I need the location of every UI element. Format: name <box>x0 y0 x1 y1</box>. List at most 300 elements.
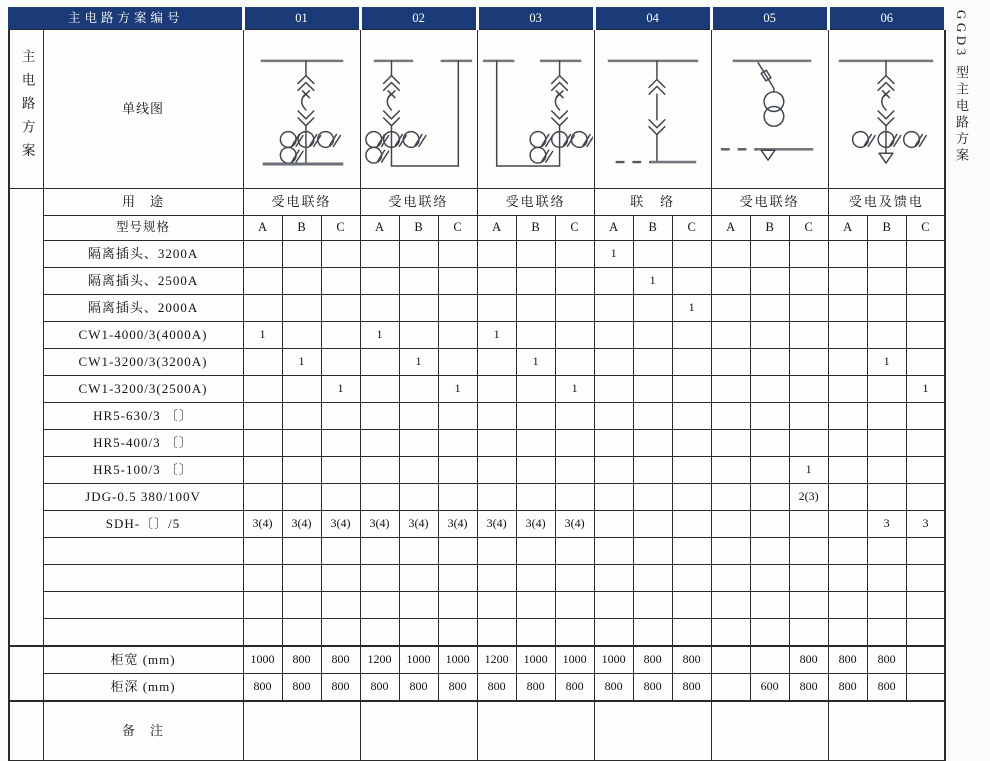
spec-cell <box>750 511 789 538</box>
component-row-label: CW1-3200/3(3200A) <box>43 349 243 376</box>
spec-cell: 1 <box>477 322 516 349</box>
spec-cell <box>867 619 906 647</box>
spec-cell <box>867 538 906 565</box>
depth-cell: 800 <box>321 674 360 702</box>
left-spacer-cell-3 <box>9 701 43 761</box>
spec-cell <box>477 457 516 484</box>
spec-cell <box>906 565 945 592</box>
spec-cell <box>360 241 399 268</box>
width-cell: 800 <box>867 646 906 674</box>
drawout-contact-icon <box>551 76 567 91</box>
spec-cell <box>867 592 906 619</box>
current-transformer-icon <box>530 132 553 148</box>
spec-cell <box>321 403 360 430</box>
drawout-contact-icon <box>298 111 314 126</box>
depth-cell: 800 <box>828 674 867 702</box>
current-transformer-icon <box>571 132 593 148</box>
depth-cell <box>711 674 750 702</box>
spec-cell: 1 <box>360 322 399 349</box>
spec-cell <box>711 484 750 511</box>
spec-cell <box>399 430 438 457</box>
spec-cell <box>399 322 438 349</box>
spec-cell <box>672 619 711 647</box>
spec-cell <box>672 538 711 565</box>
spec-cell <box>477 484 516 511</box>
spec-cell <box>360 403 399 430</box>
depth-cell: 800 <box>633 674 672 702</box>
spec-col-header: B <box>867 216 906 241</box>
spec-cell <box>633 241 672 268</box>
remark-row-label: 备 注 <box>43 701 243 761</box>
depth-cell: 800 <box>243 674 282 702</box>
spec-col-header: A <box>828 216 867 241</box>
component-row <box>9 268 945 295</box>
width-cell: 800 <box>789 646 828 674</box>
spec-cell <box>906 457 945 484</box>
spec-cell <box>321 619 360 647</box>
empty-row-label <box>43 592 243 619</box>
spec-cell <box>828 430 867 457</box>
spec-cell <box>750 268 789 295</box>
spec-cell <box>399 565 438 592</box>
spec-cell: 1 <box>243 322 282 349</box>
spec-cell <box>906 484 945 511</box>
current-transformer-icon <box>280 147 303 163</box>
single-line-diagram-01 <box>243 30 360 189</box>
single-line-diagram-03 <box>477 30 594 189</box>
diagram-row <box>9 30 945 189</box>
depth-cell: 800 <box>282 674 321 702</box>
spec-cell <box>399 268 438 295</box>
spec-cell <box>516 565 555 592</box>
spec-cell <box>672 592 711 619</box>
width-cell: 800 <box>828 646 867 674</box>
usage-value-01: 受电联络 <box>243 189 360 216</box>
spec-cell <box>633 403 672 430</box>
empty-row-label <box>43 538 243 565</box>
spec-cell <box>750 322 789 349</box>
spec-col-header: B <box>633 216 672 241</box>
spec-cell <box>360 376 399 403</box>
current-transformer-icon <box>403 132 426 148</box>
spec-col-header: A <box>360 216 399 241</box>
usage-value-06: 受电及馈电 <box>828 189 945 216</box>
spec-cell <box>594 403 633 430</box>
transformer-icon <box>764 92 784 126</box>
spec-cell <box>594 322 633 349</box>
spec-cell <box>867 241 906 268</box>
spec-cell: 3(4) <box>360 511 399 538</box>
spec-cell <box>828 295 867 322</box>
spec-cell <box>711 376 750 403</box>
spec-cell: 1 <box>282 349 321 376</box>
spec-cell <box>438 457 477 484</box>
spec-cell: 3(4) <box>282 511 321 538</box>
spec-cell <box>594 430 633 457</box>
spec-cell: 1 <box>516 349 555 376</box>
spec-cell <box>282 457 321 484</box>
spec-cell <box>633 484 672 511</box>
spec-cell <box>243 349 282 376</box>
spec-cell <box>633 592 672 619</box>
spec-cell <box>867 430 906 457</box>
spec-cell <box>828 538 867 565</box>
spec-cell: 3(4) <box>555 511 594 538</box>
spec-cell <box>282 592 321 619</box>
spec-cell <box>438 592 477 619</box>
usage-row-label: 用 途 <box>43 189 243 216</box>
remark-cell-01 <box>243 701 360 761</box>
depth-cell <box>906 674 945 702</box>
spec-cell <box>672 403 711 430</box>
spec-cell <box>438 484 477 511</box>
spec-col-header: C <box>438 216 477 241</box>
spec-cell <box>555 538 594 565</box>
drawout-contact-icon <box>383 111 399 126</box>
width-row-label: 柜宽 (mm) <box>43 646 243 674</box>
spec-cell <box>867 268 906 295</box>
spec-cell <box>750 592 789 619</box>
spec-cell <box>438 430 477 457</box>
spec-cell <box>516 322 555 349</box>
single-line-diagram-05 <box>711 30 828 189</box>
spec-cell <box>477 349 516 376</box>
spec-cell <box>789 565 828 592</box>
spec-cell <box>828 592 867 619</box>
spec-cell <box>555 403 594 430</box>
spec-col-header: C <box>789 216 828 241</box>
spec-cell <box>828 322 867 349</box>
spec-cell <box>672 322 711 349</box>
spec-cell <box>633 457 672 484</box>
spec-col-header: C <box>906 216 945 241</box>
spec-cell <box>711 268 750 295</box>
spec-cell <box>750 484 789 511</box>
component-row <box>9 322 945 349</box>
spec-cell <box>438 322 477 349</box>
remark-cell-02 <box>360 701 477 761</box>
spec-cell <box>438 349 477 376</box>
spec-cell <box>594 619 633 647</box>
spec-cell <box>750 349 789 376</box>
usage-value-02: 受电联络 <box>360 189 477 216</box>
width-cell: 1200 <box>477 646 516 674</box>
spec-cell: 1 <box>399 349 438 376</box>
depth-cell: 800 <box>516 674 555 702</box>
header-row <box>9 8 945 30</box>
spec-cell <box>243 430 282 457</box>
spec-cell <box>906 295 945 322</box>
diagram-row-label: 单线图 <box>43 30 243 189</box>
spec-cell <box>594 484 633 511</box>
remark-cell-06 <box>828 701 945 761</box>
spec-cell <box>477 295 516 322</box>
spec-cell <box>828 376 867 403</box>
current-transformer-icon <box>879 132 902 148</box>
drawout-contact-icon <box>879 111 895 126</box>
spec-cell <box>594 511 633 538</box>
spec-cell <box>516 376 555 403</box>
spec-cell <box>321 592 360 619</box>
spec-cell <box>282 241 321 268</box>
spec-cell <box>243 484 282 511</box>
spec-cell <box>321 268 360 295</box>
depth-cell: 800 <box>789 674 828 702</box>
spec-col-header: A <box>711 216 750 241</box>
spec-cell <box>711 430 750 457</box>
main-table <box>8 7 947 761</box>
width-cell: 1000 <box>243 646 282 674</box>
current-transformer-icon <box>904 132 927 148</box>
width-row <box>9 646 945 674</box>
spec-cell <box>477 538 516 565</box>
component-row <box>9 457 945 484</box>
spec-cell <box>282 376 321 403</box>
spec-col-header: B <box>516 216 555 241</box>
component-row <box>9 295 945 322</box>
spec-cell <box>555 619 594 647</box>
spec-cell <box>321 295 360 322</box>
spec-cell <box>711 241 750 268</box>
spec-cell <box>438 565 477 592</box>
spec-cell <box>789 619 828 647</box>
spec-cell <box>594 376 633 403</box>
spec-cell <box>477 403 516 430</box>
spec-cell <box>360 565 399 592</box>
spec-cell <box>399 484 438 511</box>
spec-cell <box>789 403 828 430</box>
component-row <box>9 241 945 268</box>
spec-cell <box>321 349 360 376</box>
spec-cell <box>828 268 867 295</box>
usage-value-05: 受电联络 <box>711 189 828 216</box>
spec-cell <box>360 592 399 619</box>
spec-cell: 1 <box>555 376 594 403</box>
spec-cell <box>906 322 945 349</box>
component-row-label: SDH-〔〕/5 <box>43 511 243 538</box>
spec-cell <box>477 565 516 592</box>
spec-cell <box>321 538 360 565</box>
depth-cell: 800 <box>867 674 906 702</box>
component-row-label: HR5-400/3 〔〕 <box>43 430 243 457</box>
spec-cell <box>672 349 711 376</box>
spec-cell <box>243 457 282 484</box>
spec-cell <box>477 376 516 403</box>
width-cell <box>711 646 750 674</box>
spec-cell <box>711 592 750 619</box>
spec-cell <box>594 268 633 295</box>
component-row-label: HR5-630/3 〔〕 <box>43 403 243 430</box>
spec-cell <box>243 538 282 565</box>
remark-cell-03 <box>477 701 594 761</box>
spec-cell <box>906 403 945 430</box>
spec-cell <box>594 565 633 592</box>
spec-cell <box>750 430 789 457</box>
drawout-contact-icon <box>383 76 399 91</box>
spec-cell <box>672 376 711 403</box>
current-transformer-icon <box>365 147 388 163</box>
spec-cell <box>477 430 516 457</box>
spec-cell: 3(4) <box>399 511 438 538</box>
spec-cell <box>828 403 867 430</box>
spec-cell <box>321 484 360 511</box>
spec-cell <box>672 511 711 538</box>
spec-cell <box>555 295 594 322</box>
empty-row-label <box>43 619 243 647</box>
spec-cell <box>633 295 672 322</box>
spec-header-label: 型号规格 <box>43 216 243 241</box>
spec-cell: 3 <box>906 511 945 538</box>
usage-value-04: 联 络 <box>594 189 711 216</box>
spec-cell <box>594 295 633 322</box>
spec-cell <box>399 538 438 565</box>
spec-cell <box>555 349 594 376</box>
spec-cell <box>633 565 672 592</box>
empty-row <box>9 565 945 592</box>
spec-cell: 1 <box>867 349 906 376</box>
depth-row <box>9 674 945 702</box>
spec-cell <box>282 619 321 647</box>
circuit-breaker-icon <box>882 91 890 110</box>
spec-cell <box>321 457 360 484</box>
current-transformer-icon <box>853 132 876 148</box>
width-cell: 800 <box>672 646 711 674</box>
spec-cell <box>516 403 555 430</box>
drawout-contact-icon <box>298 76 314 91</box>
component-row <box>9 349 945 376</box>
width-cell: 1000 <box>438 646 477 674</box>
spec-cell <box>672 484 711 511</box>
spec-cell <box>555 565 594 592</box>
spec-cell <box>672 241 711 268</box>
spec-cell <box>867 295 906 322</box>
spec-cell <box>360 295 399 322</box>
component-row-label: CW1-3200/3(2500A) <box>43 376 243 403</box>
circuit-breaker-icon <box>387 91 395 110</box>
spec-cell <box>243 403 282 430</box>
spec-cell <box>243 376 282 403</box>
width-cell: 800 <box>321 646 360 674</box>
spec-cell: 3(4) <box>438 511 477 538</box>
spec-cell <box>789 295 828 322</box>
spec-cell <box>906 538 945 565</box>
spec-cell <box>399 403 438 430</box>
spec-col-header: C <box>672 216 711 241</box>
spec-cell <box>555 241 594 268</box>
component-row <box>9 511 945 538</box>
spec-cell <box>516 295 555 322</box>
spec-cell <box>633 322 672 349</box>
spec-cell <box>399 457 438 484</box>
left-spacer-cell <box>9 189 43 647</box>
spec-cell: 3 <box>867 511 906 538</box>
spec-cell <box>789 511 828 538</box>
spec-cell <box>516 457 555 484</box>
spec-cell <box>438 538 477 565</box>
left-section-cell <box>9 30 43 189</box>
spec-cell <box>282 403 321 430</box>
drawout-contact-icon <box>879 76 895 91</box>
spec-cell <box>867 484 906 511</box>
spec-cell <box>321 430 360 457</box>
spec-cell <box>594 592 633 619</box>
spec-cell <box>360 619 399 647</box>
spec-cell <box>555 268 594 295</box>
spec-cell <box>906 268 945 295</box>
spec-cell <box>243 565 282 592</box>
drawout-contact-icon <box>649 120 665 135</box>
spec-cell <box>438 619 477 647</box>
spec-cell <box>789 322 828 349</box>
usage-value-03: 受电联络 <box>477 189 594 216</box>
spec-cell <box>438 241 477 268</box>
spec-cell <box>399 619 438 647</box>
component-row-label: 隔离插头、2500A <box>43 268 243 295</box>
depth-row-label: 柜深 (mm) <box>43 674 243 702</box>
depth-cell: 600 <box>750 674 789 702</box>
spec-cell <box>282 565 321 592</box>
spec-cell <box>906 430 945 457</box>
ground-icon <box>761 150 775 160</box>
spec-cell <box>360 457 399 484</box>
spec-cell <box>867 322 906 349</box>
scheme-number-04: 04 <box>594 8 711 30</box>
spec-cell <box>243 241 282 268</box>
spec-cell <box>750 403 789 430</box>
spec-cell <box>828 457 867 484</box>
spec-cell <box>243 268 282 295</box>
spec-cell <box>750 376 789 403</box>
single-line-diagram-04 <box>594 30 711 189</box>
spec-cell <box>633 349 672 376</box>
width-cell: 1000 <box>555 646 594 674</box>
depth-cell: 800 <box>360 674 399 702</box>
spec-cell <box>360 538 399 565</box>
spec-cell <box>243 619 282 647</box>
spec-cell <box>672 565 711 592</box>
width-cell: 1000 <box>399 646 438 674</box>
spec-col-header: A <box>477 216 516 241</box>
spec-cell <box>789 241 828 268</box>
empty-row <box>9 619 945 647</box>
spec-cell <box>555 322 594 349</box>
component-row-label: CW1-4000/3(4000A) <box>43 322 243 349</box>
component-row <box>9 403 945 430</box>
component-row <box>9 430 945 457</box>
spec-cell <box>750 295 789 322</box>
scheme-number-06: 06 <box>828 8 945 30</box>
spec-col-header: C <box>321 216 360 241</box>
spec-cell <box>633 511 672 538</box>
spec-col-header: A <box>594 216 633 241</box>
scheme-number-05: 05 <box>711 8 828 30</box>
spec-cell: 1 <box>438 376 477 403</box>
spec-cell <box>477 268 516 295</box>
spec-cell <box>711 403 750 430</box>
empty-row-label <box>43 565 243 592</box>
component-row <box>9 484 945 511</box>
spec-cell: 3(4) <box>477 511 516 538</box>
spec-col-header: C <box>555 216 594 241</box>
spec-cell <box>750 565 789 592</box>
depth-cell: 800 <box>438 674 477 702</box>
circuit-breaker-icon <box>555 91 563 110</box>
component-row <box>9 376 945 403</box>
current-transformer-icon <box>317 132 340 148</box>
spec-cell <box>711 538 750 565</box>
spec-cell <box>633 376 672 403</box>
spec-cell <box>282 538 321 565</box>
